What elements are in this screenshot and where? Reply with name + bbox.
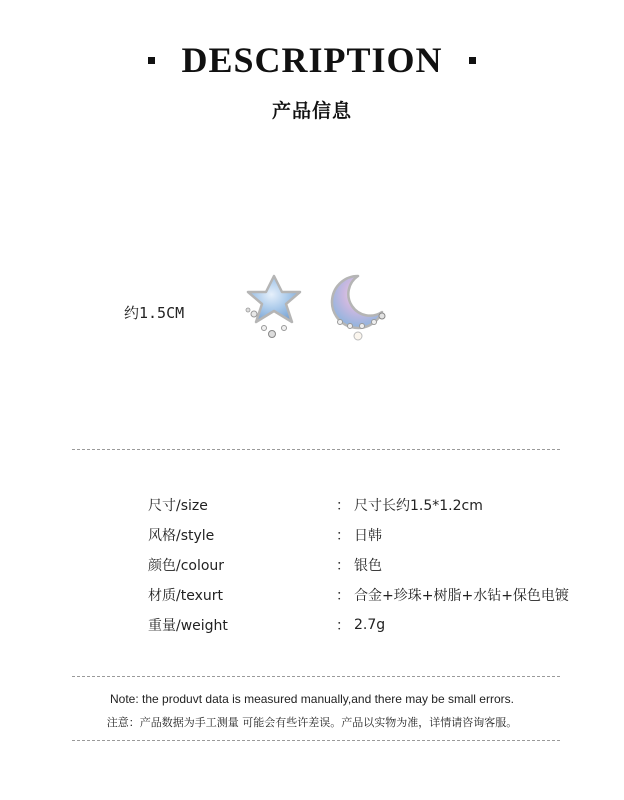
spec-row-colour xyxy=(148,550,588,580)
size-note: 约1.5CM xyxy=(124,304,185,322)
divider-top xyxy=(72,449,560,450)
note-english: Note: the produvt data is measured manually,and there may be small errors. xyxy=(110,692,514,706)
spec-label: 颜色/colour xyxy=(148,558,225,574)
spec-table xyxy=(148,490,588,640)
spec-row-weight xyxy=(148,610,588,640)
spec-separator: ： xyxy=(336,588,350,604)
page-title: DESCRIPTION xyxy=(181,40,443,80)
divider-notes-top xyxy=(72,676,560,677)
spec-separator: ： xyxy=(336,498,350,514)
title-row xyxy=(0,38,624,82)
notes-block xyxy=(0,692,624,730)
spec-label: 重量/weight xyxy=(148,618,228,634)
divider-notes-bottom xyxy=(72,740,560,741)
moon-earring xyxy=(332,276,385,340)
spec-row-size xyxy=(148,490,588,520)
spec-value: 2.7g xyxy=(354,617,386,633)
note-chinese: 注意：产品数据为手工测量 可能会有些许差误。产品以实物为准，详情请咨询客服。 xyxy=(106,716,518,729)
spec-value: 尺寸长约1.5*1.2cm xyxy=(354,498,483,514)
earrings-image xyxy=(240,262,400,352)
spec-value: 银色 xyxy=(354,558,382,574)
spec-row-style xyxy=(148,520,588,550)
title-left-dot xyxy=(148,57,155,64)
spec-separator: ： xyxy=(336,528,350,544)
spec-separator: ： xyxy=(336,618,350,634)
page-subtitle: 产品信息 xyxy=(271,100,352,122)
star-earring xyxy=(246,276,300,338)
spec-label: 风格/style xyxy=(148,528,215,544)
spec-row-texture xyxy=(148,580,588,610)
page-header xyxy=(0,38,624,123)
title-right-dot xyxy=(469,57,476,64)
spec-value: 合金+珍珠+树脂+水钻+保色电镀 xyxy=(354,588,569,604)
spec-label: 尺寸/size xyxy=(148,498,208,514)
spec-label: 材质/texurt xyxy=(148,588,223,604)
spec-separator: ： xyxy=(336,558,350,574)
spec-value: 日韩 xyxy=(354,528,382,544)
